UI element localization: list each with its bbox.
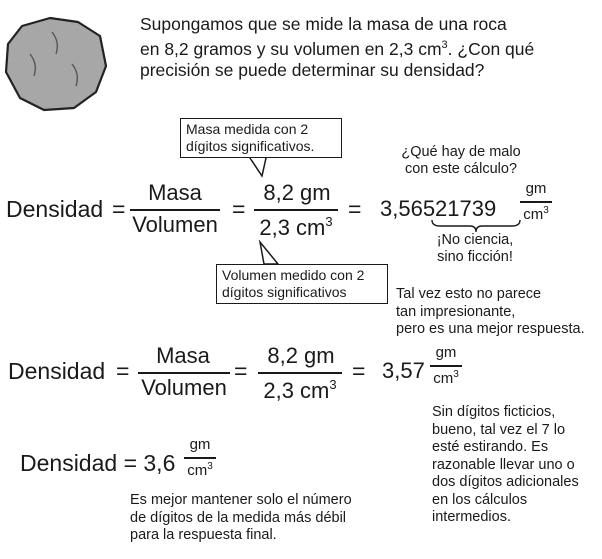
better-note: Tal vez esto no parece tan impresionante, pero es una mejor respuesta.	[396, 286, 585, 337]
eq2-unit-num: gm	[435, 344, 457, 361]
eq1-numerator: 8,2 gm	[263, 180, 331, 205]
eq3-unit-line	[184, 457, 216, 459]
question-note: ¿Qué hay de malo con este cálculo?	[401, 144, 521, 177]
intro-text	[140, 14, 534, 81]
rock-illustration	[0, 14, 112, 114]
eq3-unit-den: $cm^3$	[187, 461, 213, 479]
eq2-fraction-line-1	[138, 372, 230, 374]
eq2-equals-2: =	[234, 358, 248, 384]
callout-mass-pointer	[248, 158, 278, 180]
eq2-unit-line	[430, 365, 462, 367]
eq3-unit-num: gm	[189, 436, 211, 453]
eq2-numerator: 8,2 gm	[267, 343, 335, 368]
eq2-fraction-line-2	[258, 372, 342, 374]
eq2-equals-3: =	[352, 358, 366, 384]
eq1-label: Densidad	[6, 196, 104, 222]
eq1-equals-2: =	[232, 196, 246, 222]
callout-volume: Volumen medido con 2 dígitos significativos	[216, 264, 388, 304]
eq2-unit-den: $cm^3$	[433, 369, 459, 387]
eq1-fraction-line-2	[254, 209, 338, 211]
eq1-denominator: 2,3 $cm^3$	[259, 214, 333, 240]
no-fiction-note: Sin dígitos ficticios, bueno, tal vez el 7 lo esté estirando. Es razonable llevar uno o dos dígitos adicionales en los cálculos intermedios.	[432, 404, 579, 525]
eq1-unit-num: gm	[525, 180, 547, 197]
callout-mass: Masa medida con 2 dígitos significativos.	[180, 118, 342, 158]
intro-line-2: en 8,2 gramos y su volumen en 2,3 $cm^3$. ¿Con qué	[140, 39, 535, 59]
eq1-masa: Masa	[148, 180, 202, 205]
eq2-equals-1: =	[116, 358, 130, 384]
eq1-equals-1: =	[112, 196, 126, 222]
eq2-label: Densidad	[8, 358, 106, 384]
eq2-result: 3,57	[382, 358, 425, 383]
eq1-fraction-line-1	[130, 209, 220, 211]
callout-volume-pointer	[254, 240, 284, 266]
eq3-label: Densidad = 3,6	[20, 450, 176, 476]
eq1-equals-3: =	[348, 196, 362, 222]
final-note: Es mejor mantener solo el número de dígitos de la medida más débil para la respuesta final.	[130, 492, 352, 543]
intro-line-3: precisión se puede determinar su densidad?	[140, 60, 485, 80]
eq1-result: 3,56521739	[380, 196, 497, 221]
eq1-unit-den: $cm^3$	[523, 205, 549, 223]
eq1-unit-line	[520, 201, 552, 203]
eq2-denominator: 2,3 $cm^3$	[263, 377, 337, 403]
intro-line-1: Supongamos que se mide la masa de una roca	[140, 14, 507, 34]
eq2-volumen: Volumen	[141, 375, 227, 400]
fiction-note: ¡No ciencia, sino ficción!	[436, 232, 514, 265]
eq1-volumen: Volumen	[132, 212, 218, 237]
eq2-masa: Masa	[156, 343, 210, 368]
